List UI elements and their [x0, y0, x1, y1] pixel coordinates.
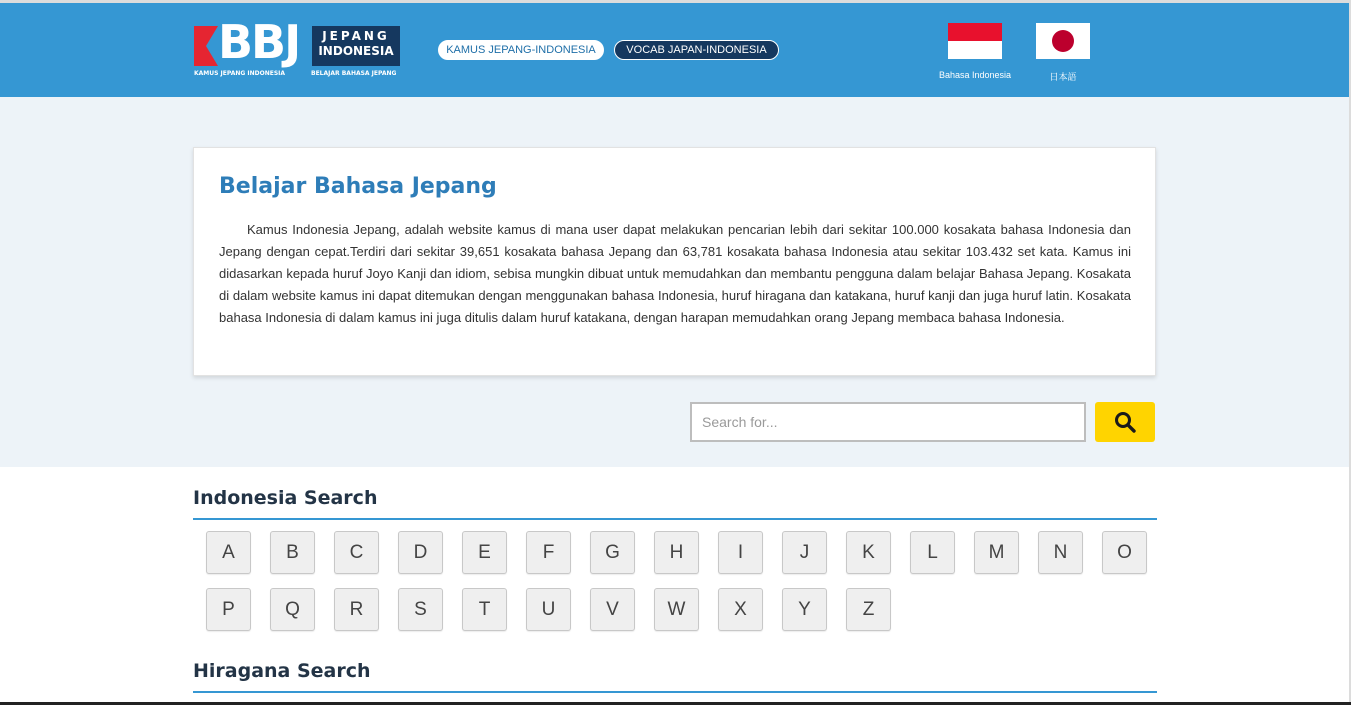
letter-button-a[interactable]: A: [206, 531, 251, 574]
letter-button-m[interactable]: M: [974, 531, 1019, 574]
letter-button-o[interactable]: O: [1102, 531, 1147, 574]
logo-tagline-left: KAMUS JEPANG INDONESIA: [194, 70, 286, 77]
bbj-logo[interactable]: [194, 15, 401, 81]
language-label: 日本語: [1049, 72, 1077, 82]
logo-brand: BBJ: [218, 15, 300, 69]
intro-card: [193, 147, 1156, 376]
letter-button-d[interactable]: D: [398, 531, 443, 574]
section-divider: [193, 691, 1157, 693]
search-icon: [1114, 411, 1136, 433]
letter-button-q[interactable]: Q: [270, 588, 315, 631]
letter-button-j[interactable]: J: [782, 531, 827, 574]
letter-button-n[interactable]: N: [1038, 531, 1083, 574]
search-input[interactable]: [690, 402, 1086, 442]
language-japanese[interactable]: [1024, 23, 1102, 83]
letter-button-h[interactable]: H: [654, 531, 699, 574]
letter-button-y[interactable]: Y: [782, 588, 827, 631]
intro-title: Belajar Bahasa Jepang: [219, 174, 497, 199]
hiragana-search-title: Hiragana Search: [193, 660, 371, 682]
nav-vocab-japan-indonesia[interactable]: VOCAB JAPAN-INDONESIA: [614, 40, 779, 60]
letter-button-w[interactable]: W: [654, 588, 699, 631]
letter-button-f[interactable]: F: [526, 531, 571, 574]
nav-kamus-jepang-indonesia[interactable]: KAMUS JEPANG-INDONESIA: [438, 40, 604, 60]
logo-badge-line2: INDONESIA: [318, 44, 394, 58]
search-button[interactable]: [1095, 402, 1155, 442]
letter-button-s[interactable]: S: [398, 588, 443, 631]
logo-mark: [194, 26, 218, 66]
japan-flag-icon: [1036, 23, 1090, 59]
section-divider: [193, 518, 1157, 520]
intro-text: Kamus Indonesia Jepang, adalah website kamus di mana user dapat melakukan pencarian lebih dari sekitar 100.000 kosakata bahasa Indonesia dan Jepang dengan cepat.Terdiri dari sekitar 39,651 kosakata bahasa Jepang dan 63,781 kosakata bahasa Indonesia atau sekitar 103.432 set kata. Kamus ini didasarkan kepada huruf Joyo Kanji dan idiom, sebisa mungkin dibuat untuk memudahkan dan membantu pengguna dalam belajar Bahasa Jepang. Kosakata di dalam website kamus ini dapat ditemukan dengan menggunakan bahasa Indonesia, huruf hiragana dan katakana, huruf kanji dan juga huruf latin. Kosakata bahasa Indonesia di dalam kamus ini juga ditulis dalam huruf katakana, dengan harapan memudahkan orang Jepang membaca bahasa Indonesia.: [219, 222, 1131, 325]
site-header: [0, 3, 1349, 97]
logo-badge: [312, 26, 400, 66]
indonesia-flag-icon: [948, 23, 1002, 59]
letter-button-k[interactable]: K: [846, 531, 891, 574]
language-indonesian[interactable]: [936, 23, 1014, 80]
letter-button-b[interactable]: B: [270, 531, 315, 574]
letter-button-x[interactable]: X: [718, 588, 763, 631]
indonesia-search-title: Indonesia Search: [193, 487, 378, 509]
letter-button-i[interactable]: I: [718, 531, 763, 574]
letter-button-g[interactable]: G: [590, 531, 635, 574]
letter-button-v[interactable]: V: [590, 588, 635, 631]
letter-button-u[interactable]: U: [526, 588, 571, 631]
letter-button-p[interactable]: P: [206, 588, 251, 631]
letter-button-e[interactable]: E: [462, 531, 507, 574]
language-label: Bahasa Indonesia: [938, 70, 1012, 80]
logo-tagline-right: BELAJAR BAHASA JEPANG: [311, 70, 397, 77]
letter-button-l[interactable]: L: [910, 531, 955, 574]
logo-badge-line1: JEPANG: [322, 29, 390, 43]
letter-button-r[interactable]: R: [334, 588, 379, 631]
letter-button-t[interactable]: T: [462, 588, 507, 631]
letter-button-c[interactable]: C: [334, 531, 379, 574]
letter-button-z[interactable]: Z: [846, 588, 891, 631]
